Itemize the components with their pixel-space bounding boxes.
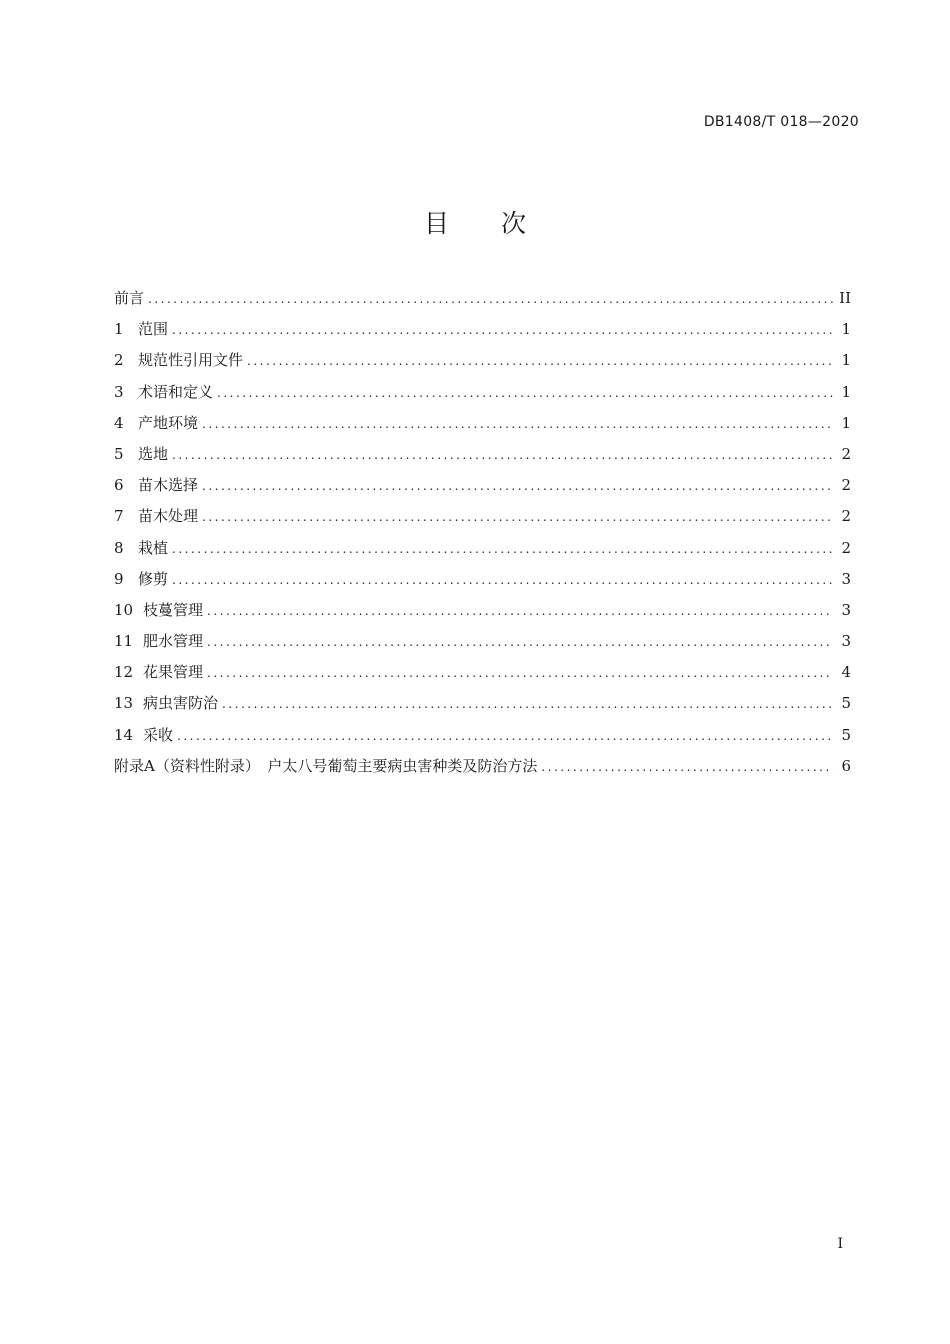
toc-entry-number: 12 <box>114 663 134 682</box>
table-of-contents <box>114 283 851 782</box>
toc-entry-label: 苗木处理 <box>138 507 199 526</box>
toc-dot-leader <box>247 346 833 377</box>
toc-entry-label: 栽植 <box>138 538 169 557</box>
toc-entry-environment[interactable] <box>114 408 851 439</box>
document-code: DB1408/T 018—2020 <box>703 114 859 130</box>
toc-entry-flower-fruit[interactable] <box>114 657 851 688</box>
toc-dot-leader <box>172 315 833 346</box>
toc-entry-label: 采收 <box>143 725 174 744</box>
toc-dot-leader <box>202 502 833 533</box>
toc-dot-leader <box>207 596 833 627</box>
toc-dot-leader <box>222 689 833 720</box>
toc-entry-label: 选地 <box>138 444 169 463</box>
toc-entry-label: 枝蔓管理 <box>143 600 204 619</box>
toc-entry-number: 6 <box>114 476 124 495</box>
toc-dot-leader <box>202 409 833 440</box>
toc-entry-number: 1 <box>114 320 124 339</box>
toc-dot-leader <box>207 658 833 689</box>
toc-entry-number: 2 <box>114 351 124 370</box>
toc-entry-number: 11 <box>114 632 134 651</box>
toc-entry-number: 7 <box>114 507 124 526</box>
toc-entry-number: 8 <box>114 538 124 557</box>
toc-entry-page: 5 <box>841 725 851 744</box>
toc-entry-site-selection[interactable] <box>114 439 851 470</box>
toc-entry-label: 苗木选择 <box>138 476 199 495</box>
toc-entry-number: 5 <box>114 444 124 463</box>
toc-entry-foreword[interactable] <box>114 283 851 314</box>
toc-entry-seedling-treatment[interactable] <box>114 501 851 532</box>
toc-dot-leader <box>172 565 833 596</box>
toc-dot-leader <box>172 440 833 471</box>
toc-entry-fertilizer-water[interactable] <box>114 626 851 657</box>
toc-entry-label: 前言 <box>114 289 145 307</box>
toc-entry-terms[interactable] <box>114 377 851 408</box>
toc-entry-seedling-selection[interactable] <box>114 470 851 501</box>
toc-entry-page: 6 <box>841 756 851 775</box>
toc-entry-label: 肥水管理 <box>143 632 204 651</box>
toc-entry-appendix-a[interactable] <box>114 751 851 782</box>
toc-entry-label: 规范性引用文件 <box>138 351 244 370</box>
toc-entry-page: 4 <box>841 663 851 682</box>
toc-entry-label: 附录A（资料性附录） 户太八号葡萄主要病虫害种类及防治方法 <box>114 756 538 775</box>
toc-entry-page: 3 <box>841 569 851 588</box>
toc-entry-page: 1 <box>841 413 851 432</box>
toc-entry-page: 1 <box>841 320 851 339</box>
toc-entry-normative-references[interactable] <box>114 345 851 376</box>
toc-entry-page: 1 <box>841 382 851 401</box>
toc-entry-label: 病虫害防治 <box>143 694 219 713</box>
toc-entry-page: 2 <box>841 444 851 463</box>
page-number: I <box>837 1236 843 1252</box>
toc-entry-page: 3 <box>841 600 851 619</box>
toc-entry-planting[interactable] <box>114 533 851 564</box>
toc-entry-pruning[interactable] <box>114 564 851 595</box>
toc-entry-number: 14 <box>114 725 134 744</box>
page-title: 目 次 <box>424 209 548 238</box>
toc-dot-leader <box>177 721 833 752</box>
toc-entry-label: 范围 <box>138 320 169 339</box>
toc-entry-label: 术语和定义 <box>138 382 214 401</box>
toc-dot-leader <box>202 471 833 502</box>
toc-entry-number: 9 <box>114 569 124 588</box>
toc-dot-leader <box>207 627 833 658</box>
toc-entry-number: 4 <box>114 413 124 432</box>
toc-entry-page: 1 <box>841 351 851 370</box>
toc-entry-vine-management[interactable] <box>114 595 851 626</box>
toc-entry-page: II <box>839 289 851 307</box>
toc-dot-leader <box>172 534 833 565</box>
toc-entry-page: 2 <box>841 538 851 557</box>
toc-entry-label: 产地环境 <box>138 413 199 432</box>
toc-dot-leader <box>148 284 833 315</box>
toc-entry-label: 修剪 <box>138 569 169 588</box>
toc-entry-scope[interactable] <box>114 314 851 345</box>
toc-dot-leader <box>217 378 833 409</box>
toc-entry-pest-control[interactable] <box>114 688 851 719</box>
toc-entry-label: 花果管理 <box>143 663 204 682</box>
toc-entry-number: 13 <box>114 694 134 713</box>
toc-entry-number: 3 <box>114 382 124 401</box>
toc-entry-page: 2 <box>841 507 851 526</box>
toc-dot-leader <box>541 752 833 783</box>
toc-entry-harvest[interactable] <box>114 720 851 751</box>
toc-entry-page: 5 <box>841 694 851 713</box>
toc-entry-page: 2 <box>841 476 851 495</box>
toc-entry-page: 3 <box>841 632 851 651</box>
toc-entry-number: 10 <box>114 600 134 619</box>
